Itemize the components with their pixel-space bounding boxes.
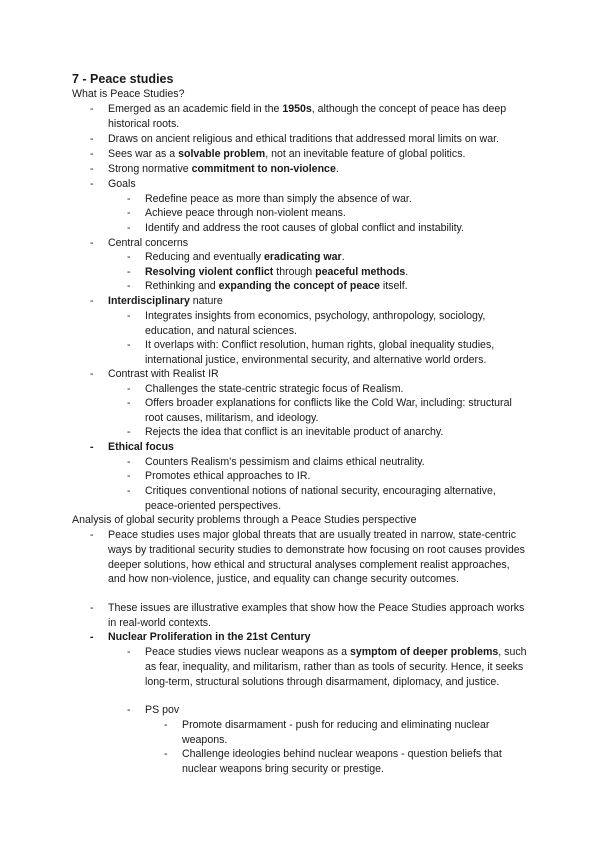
list-item-pov-detail: - Challenge ideologies behind nuclear weapons - question beliefs that nuclear weapons bring security or prestige. [164, 748, 502, 775]
list-item-ethical-detail: - Promotes ethical approaches to IR. [127, 470, 311, 482]
list-item-contrast-detail: - Challenges the state-centric strategic focus of Realism. [127, 383, 404, 395]
list-item-ps-pov: - PS pov [127, 704, 180, 716]
list-item-illustrative: - These issues are illustrative examples that show how the Peace Studies approach works in real-world contexts. [90, 602, 525, 629]
list-item-goals: - Goals [90, 178, 136, 190]
bullet-dash: - [90, 148, 94, 160]
bullet-dash: - [90, 133, 94, 145]
list-item-interdisciplinary-detail: - Integrates insights from economics, psychology, anthropology, sociology, education, and natural sciences. [127, 310, 486, 337]
list-item-emerged: - Emerged as an academic field in the 1950s, although the concept of peace has deep historical roots. [90, 103, 507, 130]
list-item-pov-detail: - Promote disarmament - push for reducing and eliminating nuclear weapons. [164, 719, 490, 746]
bullet-dash: - [90, 163, 94, 175]
list-item-contrast-realist: - Contrast with Realist IR [90, 368, 219, 380]
list-item-ethical-detail: - Critiques conventional notions of national security, encouraging alternative, peace-oriented perspectives. [127, 485, 496, 512]
bullet-dash: - [90, 178, 94, 190]
list-item-goal: - Achieve peace through non-violent means. [127, 207, 346, 219]
page-title: 7 - Peace studies [72, 72, 174, 86]
list-item-interdisciplinary: - Interdisciplinary nature [90, 295, 223, 307]
list-item-goal: - Redefine peace as more than simply the absence of war. [127, 193, 412, 205]
list-item-concern: - Rethinking and expanding the concept of peace itself. [127, 280, 408, 292]
list-item-interdisciplinary-detail: - It overlaps with: Conflict resolution, human rights, global inequality studies, international justice, environmental security, and alternative world orders. [127, 339, 495, 366]
list-item-ethical-detail: - Counters Realism's pessimism and claims ethical neutrality. [127, 456, 425, 468]
list-item-nuclear-proliferation: - Nuclear Proliferation in the 21st Century [90, 631, 311, 643]
list-item-ethical-focus: - Ethical focus [90, 441, 174, 453]
section-heading-analysis: Analysis of global security problems through a Peace Studies perspective [72, 514, 417, 526]
list-item-goal: - Identify and address the root causes of global conflict and instability. [127, 222, 464, 234]
list-item-draws: - Draws on ancient religious and ethical traditions that addressed moral limits on war. [90, 133, 499, 145]
list-item-peace-studies-uses: - Peace studies uses major global threats that are usually treated in narrow, state-centric ways by traditional security studies to demonstrate how focusing on root causes provides deeper solutions, how ethical and structural analyses complement realist approaches, and how non-violence, justice, and equality can change security outcomes. [90, 529, 525, 586]
list-item-contrast-detail: - Rejects the idea that conflict is an inevitable product of anarchy. [127, 426, 444, 438]
list-item-concern: - Reducing and eventually eradicating war. [127, 251, 345, 263]
list-item-central-concerns: - Central concerns [90, 237, 189, 249]
list-item-normative: - Strong normative commitment to non-violence. [90, 163, 339, 175]
list-item-nuclear-view: - Peace studies views nuclear weapons as a symptom of deeper problems, such as fear, inequality, and militarism, rather than as tools of security. Hence, it seeks long-term, structural solutions through disarmament, diplomacy, and justice. [127, 646, 527, 688]
bullet-dash: - [90, 103, 94, 115]
list-item-sees-war: - Sees war as a solvable problem, not an inevitable feature of global politics. [90, 148, 466, 160]
list-item-concern: - Resolving violent conflict through peaceful methods. [127, 266, 409, 278]
list-item-contrast-detail: - Offers broader explanations for conflicts like the Cold War, including: structural root causes, militarism, and ideology. [127, 397, 512, 424]
section-heading-what: What is Peace Studies? [72, 88, 185, 100]
